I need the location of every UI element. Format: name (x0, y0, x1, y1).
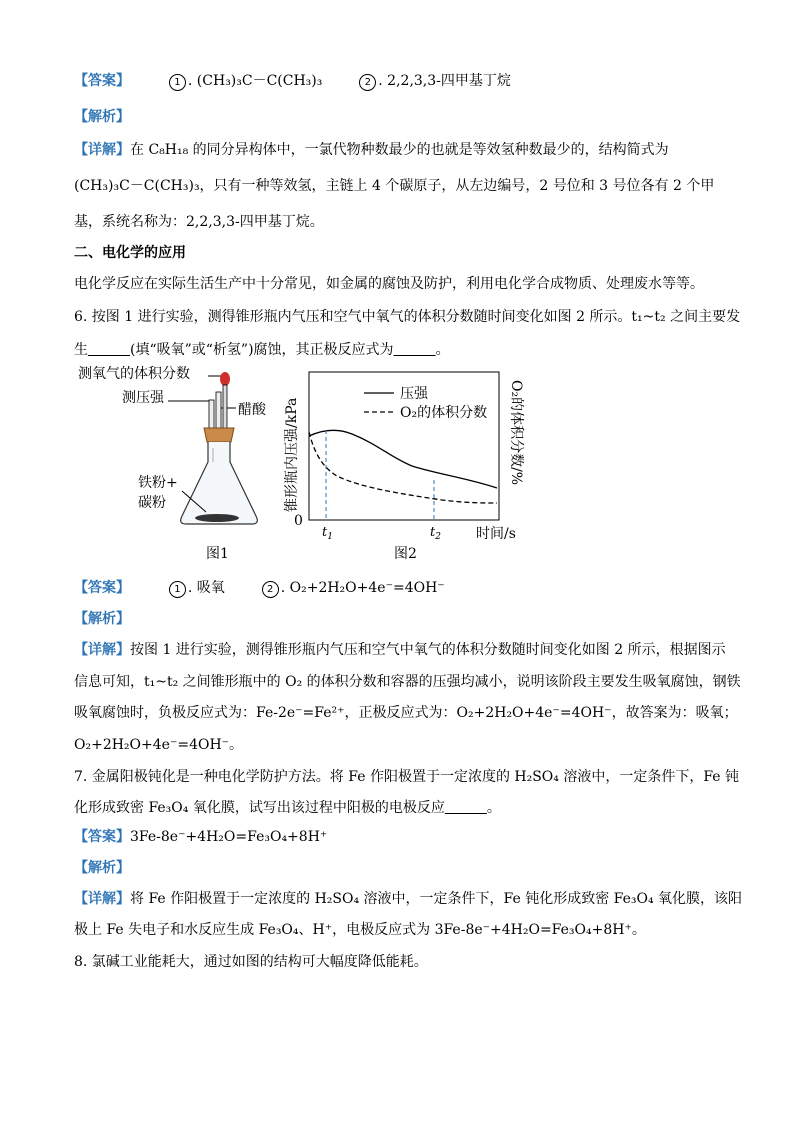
figure-1-flask (70, 362, 270, 567)
answer-1: . (CH₃)₃C－C(CH₃)₃ (187, 73, 323, 89)
detail-tag: 【详解】 (74, 891, 130, 907)
detail-text: 在 C₈H₁₈ 的同分异构体中，一氯代物种数最少的也就是等效氢种数最少的，结构简式为 (130, 142, 669, 158)
q7-line-1: 7. 金属阳极钝化是一种电化学防护方法。将 Fe 作阳极置于一定浓度的 H₂SO₄ 溶液中，一定条件下，Fe 钝 (74, 769, 740, 785)
answer-blank (445, 800, 487, 816)
detail-tag: 【详解】 (74, 642, 130, 658)
q5-detail-line-2: (CH₃)₃C－C(CH₃)₃，只有一种等效氢，主链上 4 个碳原子，从左边编号，2 号位和 3 号位各有 2 个甲 (74, 178, 715, 194)
figure-2-chart (282, 362, 532, 567)
q5-answer-row (74, 71, 511, 91)
q6-line-2 (74, 340, 450, 360)
section-heading: 二、电化学的应用 (74, 245, 186, 261)
section-intro: 电化学反应在实际生活生产中十分常见，如金属的腐蚀及防护，利用电化学合成物质、处理废水等等。 (74, 276, 704, 292)
iron-carbon-powder (195, 514, 239, 522)
y-axis-label-right: O₂的体积分数/% (508, 380, 524, 486)
analysis-tag: 【解析】 (74, 860, 130, 876)
analysis-tag: 【解析】 (74, 611, 130, 627)
figure-2-caption: 图2 (394, 546, 417, 562)
dropper-bulb (220, 372, 230, 386)
q6-detail-line-2: 信息可知，t₁~t₂ 之间锥形瓶中的 O₂ 的体积分数和容器的压强均减小，说明该阶段主要发生吸氧腐蚀，钢铁 (74, 674, 741, 690)
circled-number: 1 (169, 74, 186, 91)
t2-label: $t_2$ (430, 525, 441, 542)
legend-o2: O₂的体积分数 (400, 405, 488, 421)
y-axis-label-left: 锥形瓶内压强/kPa (284, 397, 300, 512)
answer-2: . 2,2,3,3-四甲基丁烷 (378, 73, 511, 89)
q7-detail-line-1 (74, 889, 742, 909)
analysis-tag: 【解析】 (74, 109, 130, 125)
label-pressure-sensor: 测压强 (122, 390, 164, 406)
figure-1-caption: 图1 (206, 546, 229, 562)
t1-label: $t_1$ (322, 525, 333, 542)
o2-curve (309, 432, 497, 503)
detail-text: 将 Fe 作阳极置于一定浓度的 H₂SO₄ 溶液中，一定条件下，Fe 钝化形成致密 Fe₃O₄ 氧化膜，该阳 (130, 891, 743, 907)
label-powder-2: 碳粉 (138, 495, 166, 511)
answer-blank (394, 342, 436, 358)
detail-tag: 【详解】 (74, 142, 130, 158)
q5-detail-line-3: 基，系统名称为：2,2,3,3-四甲基丁烷。 (74, 214, 324, 230)
label-acetic-acid: 醋酸 (238, 402, 266, 418)
q6-text-a: 生 (74, 342, 88, 358)
label-o2-sensor: 测氧气的体积分数 (78, 366, 190, 382)
q6-answer-row (74, 578, 445, 598)
answer-tag: 【答案】 (74, 580, 130, 596)
q7-detail-line-2: 极上 Fe 失电子和水反应生成 Fe₃O₄、H⁺，电极反应式为 3Fe-8e⁻+4H₂O=Fe₃O₄+8H⁺。 (74, 922, 646, 938)
q6-line-1: 6. 按图 1 进行实验，测得锥形瓶内气压和空气中氧气的体积分数随时间变化如图 2 所示。t₁~t₂ 之间主要发 (74, 309, 741, 325)
q8-line-1: 8. 氯碱工业能耗大，通过如图的结构可大幅度降低能耗。 (74, 954, 428, 970)
q6-detail-line-3: 吸氧腐蚀时，负极反应式为：Fe-2e⁻=Fe²⁺，正极反应式为：O₂+2H₂O+4e⁻=4OH⁻，故答案为：吸氧； (74, 705, 738, 721)
q6-detail-line-4: O₂+2H₂O+4e⁻=4OH⁻。 (74, 737, 244, 753)
circled-number: 2 (262, 581, 279, 598)
legend-pressure: 压强 (400, 386, 428, 402)
q5-detail-line-1 (74, 140, 669, 160)
answer-2: . O₂+2H₂O+4e⁻=4OH⁻ (280, 580, 445, 596)
answer-blank (88, 342, 130, 358)
q6-text-c: 。 (435, 342, 450, 358)
answer: 3Fe-8e⁻+4H₂O=Fe₃O₄+8H⁺ (130, 829, 328, 845)
x-axis-label: 时间/s (476, 526, 516, 542)
label-powder-1: 铁粉+ (138, 475, 178, 491)
answer-tag: 【答案】 (74, 73, 130, 89)
q6-detail-line-1 (74, 640, 726, 660)
q7-line-2 (74, 798, 501, 818)
detail-text: 按图 1 进行实验，测得锥形瓶内气压和空气中氧气的体积分数随时间变化如图 2 所示，根据图示 (130, 642, 726, 658)
circled-number: 2 (359, 74, 376, 91)
answer-1: . 吸氧 (187, 580, 225, 596)
stopper (204, 428, 234, 442)
answer-tag: 【答案】 (74, 829, 130, 845)
circled-number: 1 (169, 581, 186, 598)
conical-flask (181, 442, 258, 524)
pressure-curve (309, 430, 497, 488)
q7-text-a: 化形成致密 Fe₃O₄ 氧化膜，试写出该过程中阳极的电极反应 (74, 800, 445, 816)
q6-text-b: (填“吸氧”或“析氢”)腐蚀，其正极反应式为 (130, 342, 394, 358)
origin-label: 0 (294, 513, 303, 529)
q7-answer-row (74, 827, 327, 847)
q7-text-b: 。 (486, 800, 501, 816)
